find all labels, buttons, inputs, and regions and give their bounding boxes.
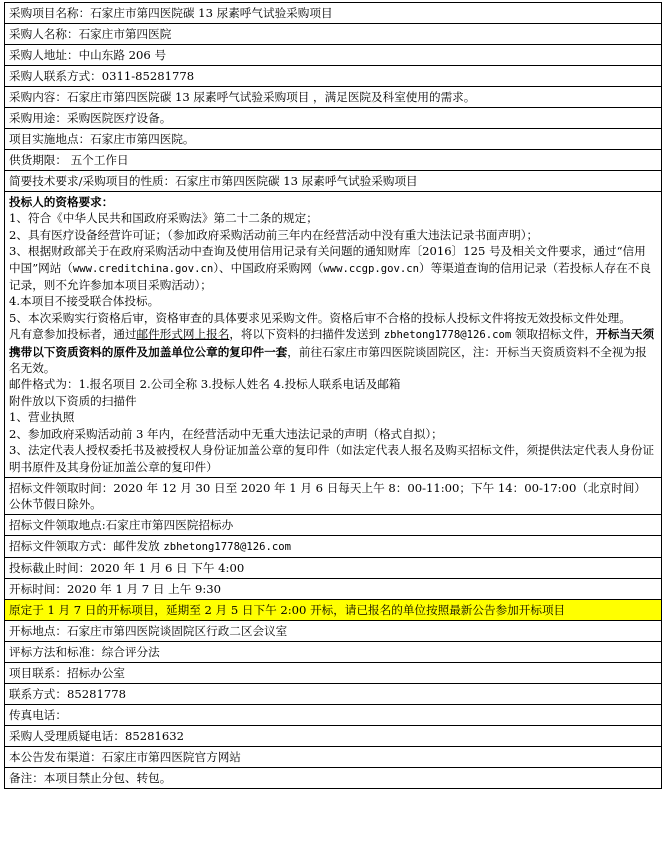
tech-requirements-row: 简要技术要求/采购项目的性质：石家庄市第四医院碳 13 尿素呼气试验采购项目 (4, 171, 662, 192)
publish-channel-row: 本公告发布渠道：石家庄市第四医院官方网站 (4, 747, 662, 768)
qualification-item-1: 1、符合《中华人民共和国政府采购法》第二十二条的规定； (9, 211, 318, 226)
signup-bold-requirement: 开标当天须携带以下资质资料的原件及加盖单位公章的复印件一套 (9, 327, 655, 359)
attachment-title: 附件放以下资质的扫描件 (9, 393, 137, 408)
open-place-row: 开标地点：石家庄市第四医院谈固院区行政二区会议室 (4, 621, 662, 642)
attachment-item-1: 1、营业执照 (9, 410, 75, 425)
attachment-item-3: 3、法定代表人授权委托书及被授权人身份证加盖公章的复印件（如法定代表人报名及购买招标文件，须提供法定代表人身份证明书原件及其身份证加盖公章的复印件） (9, 443, 655, 474)
fax-row: 传真电话： (4, 705, 662, 726)
item3-text-c: ）等渠道查询的信用记录（若投标人存在不良记录，则不允许参加本项目采购活动）； (9, 260, 651, 293)
signup-email-link[interactable]: zbhetong1778@126.com (383, 329, 512, 342)
ccgp-url[interactable]: www.ccgp.gov.cn (323, 262, 420, 275)
announcement-table (4, 2, 662, 789)
evaluation-method-row: 评标方法和标准：综合评分法 (4, 642, 662, 663)
project-contact-row: 项目联系：招标办公室 (4, 663, 662, 684)
bid-doc-period-row: 招标文件领取时间：2020 年 12 月 30 日至 2020 年 1 月 6 日每天上午 8：00-11:00；下午 14：00-17:00（北京时间）公休节假日除外。 (4, 478, 662, 515)
purchase-content-row: 采购内容：石家庄市第四医院碳 13 尿素呼气试验采购项目 ，满足医院及科室使用的需求。 (4, 87, 662, 108)
signup-text-a: 凡有意参加投标者，通过 (9, 327, 137, 342)
email-format: 邮件格式为：1.报名项目 2.公司全称 3.投标人姓名 4.投标人联系电话及邮箱 (9, 377, 401, 392)
bid-doc-place-row: 招标文件领取地点:石家庄市第四医院招标办 (4, 515, 662, 536)
signup-paragraph (9, 326, 657, 376)
implementation-site-row: 项目实施地点：石家庄市第四医院。 (4, 129, 662, 150)
qualification-title: 投标人的资格要求： (9, 195, 114, 209)
qualification-item-3 (9, 243, 657, 293)
qualification-item-2: 2、具有医疗设备经营许可证；（参加政府采购活动前三年内在经营活动中没有重大违法记录书面声明）； (9, 227, 539, 242)
bid-doc-email-link[interactable]: zbhetong1778@126.com (163, 540, 291, 553)
attachment-item-2: 2、参加政府采购活动前 3 年内，在经营活动中无重大违法记录的声明（格式自拟）； (9, 426, 443, 441)
bid-doc-method-row (4, 536, 662, 558)
item3-text-b: ）、中国政府采购网（ (213, 260, 324, 275)
project-name-row: 采购项目名称：石家庄市第四医院碳 13 尿素呼气试验采购项目 (4, 2, 662, 24)
phone-row: 联系方式：85281778 (4, 684, 662, 705)
qualification-item-4: 4.本项目不接受联合体投标。 (9, 294, 160, 309)
delivery-period-row: 供货期限： 五个工作日 (4, 150, 662, 171)
bid-deadline-row: 投标截止时间：2020 年 1 月 6 日 下午 4:00 (4, 558, 662, 579)
complaint-phone-row: 采购人受理质疑电话：85281632 (4, 726, 662, 747)
signup-text-d: ，前往石家庄市第四医院谈固院区，注：开标当天资质资料不全视为报名无效。 (9, 344, 647, 376)
purchaser-contact-row: 采购人联系方式：0311-85281778 (4, 66, 662, 87)
purchase-use-row: 采购用途：采购医院医疗设备。 (4, 108, 662, 129)
qualification-block (4, 192, 662, 478)
postponement-notice-row: 原定于 1 月 7 日的开标项目，延期至 2 月 5 日下午 2:00 开标，请已报名的单位按照最新公告参加开标项目 (4, 600, 662, 621)
signup-text-c: 领取招标文件， (511, 327, 597, 342)
qualification-item-5: 5、本次采购实行资格后审，资格审查的具体要求见采购文件。资格后审不合格的投标人投标文件将按无效投标文件处理。 (9, 310, 631, 325)
creditchina-url[interactable]: www.creditchina.gov.cn (72, 262, 214, 275)
open-time-row: 开标时间：2020 年 1 月 7 日 上午 9:30 (4, 579, 662, 600)
signup-text-b: ，将以下资料的扫描件发送到 (229, 327, 384, 342)
item3-text-a: 3、根据财政部关于在政府采购活动中查询及使用信用记录有关问题的通知财库〔2016〕125 号及相关文件要求，通过“信用中国”网站（ (9, 244, 646, 275)
bid-doc-method-label: 招标文件领取方式：邮件发放 (9, 538, 164, 553)
signup-method: 邮件形式网上报名 (136, 327, 230, 342)
purchaser-address-row: 采购人地址：中山东路 206 号 (4, 45, 662, 66)
remark-row: 备注：本项目禁止分包、转包。 (4, 768, 662, 789)
purchaser-name-row: 采购人名称：石家庄市第四医院 (4, 24, 662, 45)
